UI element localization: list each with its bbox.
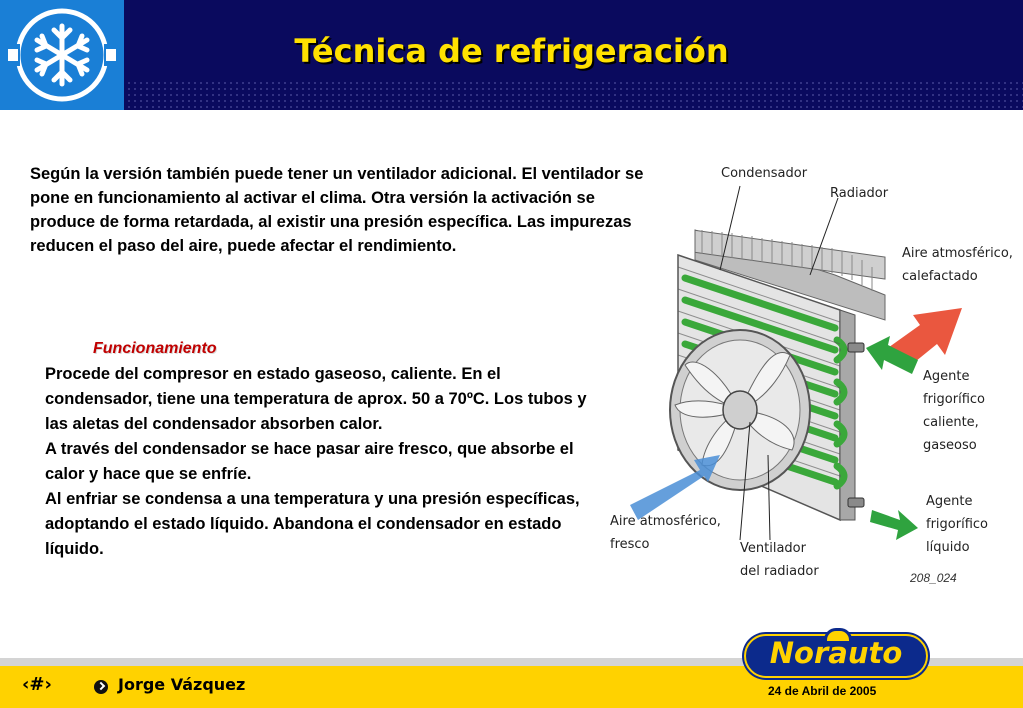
paragraph-condensation: Al enfriar se condensa a una temperatura y una presión específicas, adoptando el estado líquido. Abandona el condensador en estado líquido.	[45, 490, 580, 558]
presentation-date: 24 de Abril de 2005	[768, 684, 877, 698]
author-name: Jorge Vázquez	[118, 675, 246, 694]
radiator-fan	[670, 330, 810, 490]
page-number: ‹#›	[22, 674, 52, 695]
brand-logo	[744, 628, 926, 676]
slide-header	[0, 0, 1023, 110]
brand-name: Norauto	[769, 636, 903, 670]
liquid-refrigerant-arrow	[870, 510, 918, 540]
condenser-diagram	[600, 160, 1023, 595]
label-aire-calefactado: Aire atmosférico, calefactado	[902, 246, 1013, 284]
paragraph-compressor: Procede del compresor en estado gaseoso, caliente. En el condensador, tiene una temperatura de aprox. 50 a 70ºC. Los tubos y las aletas del condensador absorben calor.	[45, 365, 587, 433]
section-body	[45, 362, 590, 562]
label-radiador: Radiador	[830, 186, 889, 201]
chevron-circle-icon	[94, 680, 108, 694]
logo	[0, 0, 124, 110]
intro-paragraph: Según la versión también puede tener un ventilador adicional. El ventilador se pone en funcionamiento al activar el clima. Otra versión la activación se produce de forma retardada, al existir una presión específica. Las impurezas reducen el paso del aire, puede afectar el rendimiento.	[30, 165, 644, 255]
label-agente-caliente: Agente frigorífico caliente, gaseoso	[923, 369, 985, 453]
section-heading: Funcionamiento	[93, 340, 217, 357]
figure-code: 208_024	[910, 571, 957, 585]
snowflake-icon	[4, 6, 120, 104]
label-aire-fresco: Aire atmosférico, fresco	[610, 514, 721, 552]
label-condensador: Condensador	[721, 166, 808, 181]
header-dot-pattern	[126, 80, 1023, 108]
label-agente-liquido: Agente frigorífico líquido	[926, 494, 988, 555]
label-ventilador: Ventilador del radiador	[740, 541, 819, 579]
paragraph-fresh-air: A través del condensador se hace pasar aire fresco, que absorbe el calor y hace que se enfríe.	[45, 440, 574, 483]
page-title: Técnica de refrigeración	[294, 32, 729, 70]
